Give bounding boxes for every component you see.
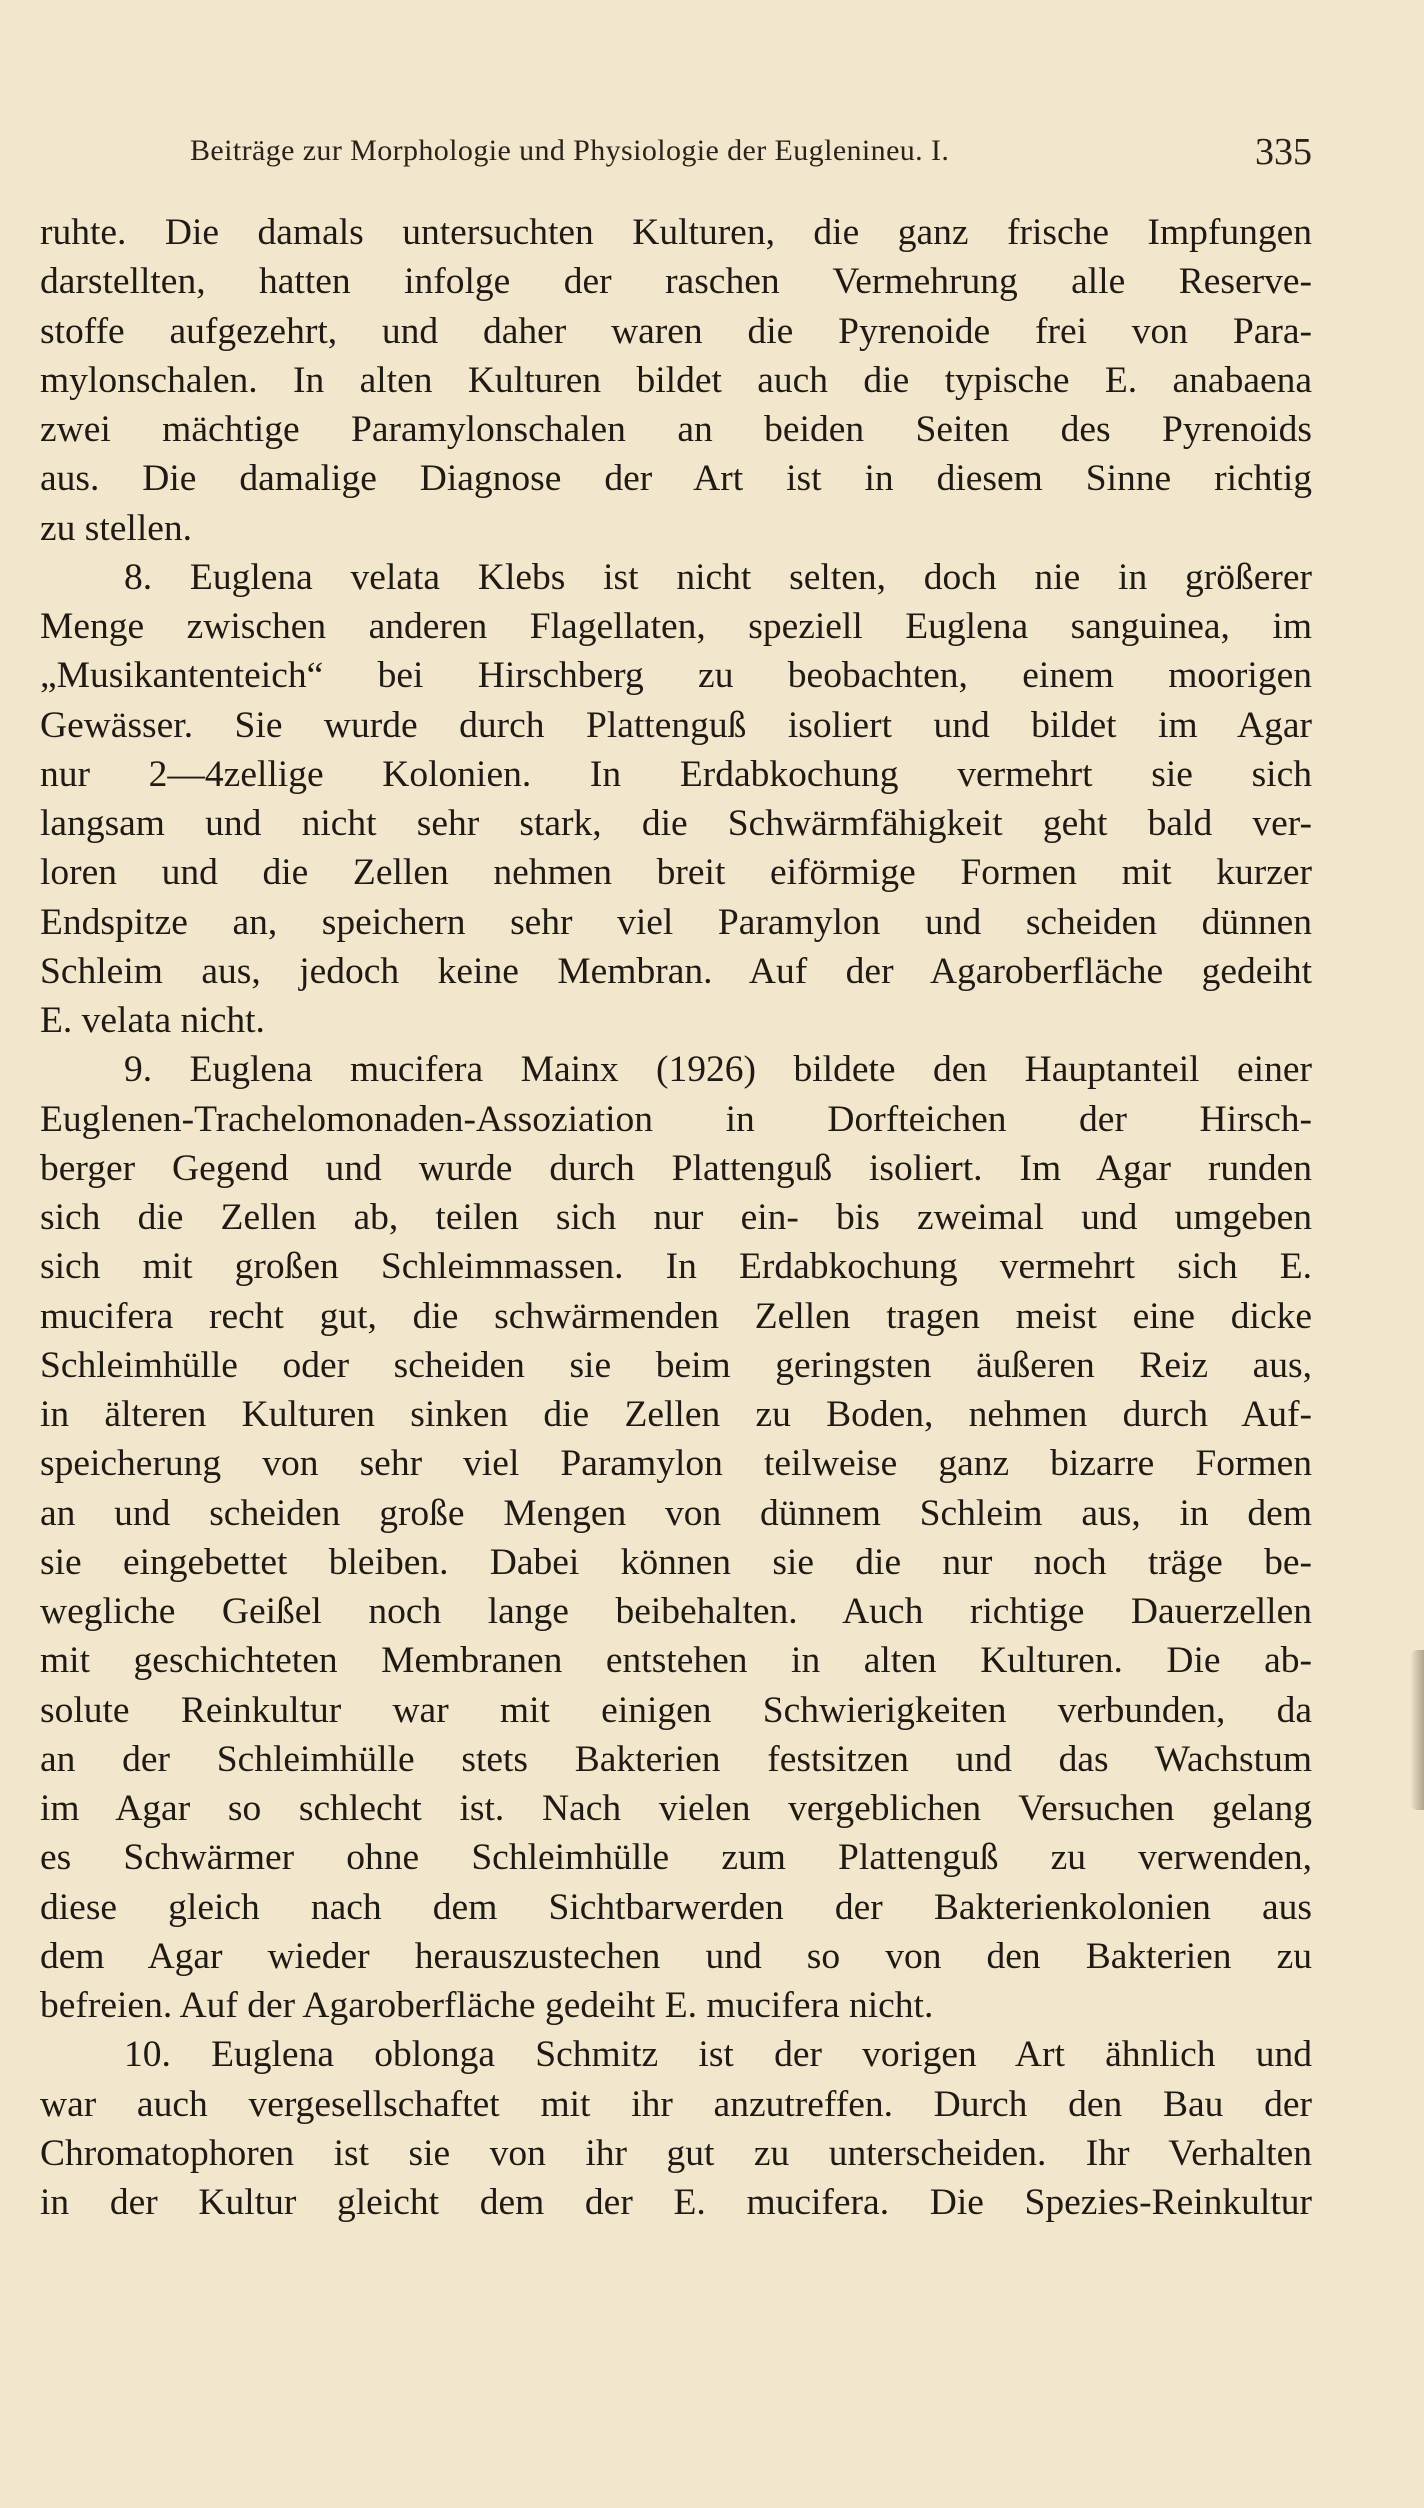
text-line: dem Agar wieder herauszustechen und so von den Bakterien zu — [40, 1935, 1312, 1977]
text-line: speicherung von sehr viel Paramylon teilweise ganz bizarre Formen — [40, 1443, 1312, 1485]
section-10-first-line: 10. Euglena oblonga Schmitz ist der vorigen Art ähnlich und — [124, 2034, 1312, 2076]
text-line: an der Schleimhülle stets Bakterien festsitzen und das Wachstum — [40, 1738, 1312, 1780]
text-line: „Musikantenteich“ bei Hirschberg zu beobachten, einem moorigen — [40, 655, 1312, 697]
text-line: in älteren Kulturen sinken die Zellen zu Boden, nehmen durch Auf- — [40, 1394, 1312, 1435]
text-line: Schleim aus, jedoch keine Membran. Auf der Agaroberfläche gedeiht — [40, 950, 1312, 992]
text-line: Endspitze an, speichern sehr viel Paramylon und scheiden dünnen — [40, 901, 1312, 943]
section-9-first-line: 9. Euglena mucifera Mainx (1926) bildete den Hauptanteil einer — [124, 1049, 1312, 1091]
text-line: zu stellen. — [40, 507, 193, 549]
text-line: an und scheiden große Mengen von dünnem Schleim aus, in dem — [40, 1492, 1312, 1534]
section-8-first-line: 8. Euglena velata Klebs ist nicht selten, doch nie in größerer — [124, 556, 1312, 598]
text-line: mit geschichteten Membranen entstehen in alten Kulturen. Die ab- — [40, 1640, 1312, 1682]
text-line: mucifera recht gut, die schwärmenden Zellen tragen meist eine dicke — [40, 1295, 1312, 1337]
text-line: wegliche Geißel noch lange beibehalten. Auch richtige Dauerzellen — [40, 1591, 1312, 1632]
page-header — [40, 130, 1312, 180]
text-line: befreien. Auf der Agaroberfläche gedeiht E. mucifera nicht. — [40, 1985, 934, 2026]
text-line: aus. Die damalige Diagnose der Art ist in diesem Sinne richtig — [40, 458, 1312, 500]
text-line: war auch vergesellschaftet mit ihr anzutreffen. Durch den Bau der — [40, 2083, 1312, 2125]
text-line: diese gleich nach dem Sichtbarwerden der Bakterienkolonien aus — [40, 1886, 1312, 1928]
text-line: berger Gegend und wurde durch Plattenguß isoliert. Im Agar runden — [40, 1147, 1312, 1189]
text-line: nur 2—4zellige Kolonien. In Erdabkochung vermehrt sie sich — [40, 753, 1312, 795]
text-line: in der Kultur gleicht dem der E. mucifera. Die Spezies-Reinkultur — [40, 2182, 1312, 2223]
running-head: Beiträge zur Morphologie und Physiologie der Euglenineu. I. — [190, 134, 950, 167]
text-line: Chromatophoren ist sie von ihr gut zu unterscheiden. Ihr Verhalten — [40, 2132, 1312, 2174]
text-line: zwei mächtige Paramylonschalen an beiden Seiten des Pyrenoids — [40, 409, 1312, 450]
text-line: Schleimhülle oder scheiden sie beim geringsten äußeren Reiz aus, — [40, 1344, 1312, 1386]
text-line: E. velata nicht. — [40, 1000, 265, 1041]
text-line: darstellten, hatten infolge der raschen Vermehrung alle Reserve- — [40, 261, 1312, 303]
text-line: stoffe aufgezehrt, und daher waren die Pyrenoide frei von Para- — [40, 310, 1312, 352]
text-line: langsam und nicht sehr stark, die Schwärmfähigkeit geht bald ver- — [40, 803, 1312, 844]
page-number: 335 — [1255, 131, 1312, 173]
text-line: sich die Zellen ab, teilen sich nur ein- bis zweimal und umgeben — [40, 1197, 1312, 1238]
text-line: mylonschalen. In alten Kulturen bildet auch die typische E. anabaena — [40, 359, 1312, 401]
text-line: solute Reinkultur war mit einigen Schwierigkeiten verbunden, da — [40, 1689, 1312, 1731]
text-line: ruhte. Die damals untersuchten Kulturen, die ganz frische Impfungen — [40, 212, 1312, 253]
text-line: Menge zwischen anderen Flagellaten, speziell Euglena sanguinea, im — [40, 606, 1312, 647]
text-line: es Schwärmer ohne Schleimhülle zum Plattenguß zu verwenden, — [40, 1837, 1312, 1879]
text-line: sie eingebettet bleiben. Dabei können sie die nur noch träge be- — [40, 1541, 1312, 1583]
text-line: loren und die Zellen nehmen breit eiförmige Formen mit kurzer — [40, 852, 1312, 894]
page-edge-shadow — [1410, 1650, 1424, 1810]
text-line: im Agar so schlecht ist. Nach vielen vergeblichen Versuchen gelang — [40, 1788, 1312, 1829]
text-line: sich mit großen Schleimmassen. In Erdabkochung vermehrt sich E. — [40, 1246, 1312, 1288]
body-text — [40, 208, 1312, 2227]
text-line: Gewässer. Sie wurde durch Plattenguß isoliert und bildet im Agar — [40, 704, 1312, 746]
text-line: Euglenen-Trachelomonaden-Assoziation in Dorfteichen der Hirsch- — [40, 1098, 1312, 1140]
